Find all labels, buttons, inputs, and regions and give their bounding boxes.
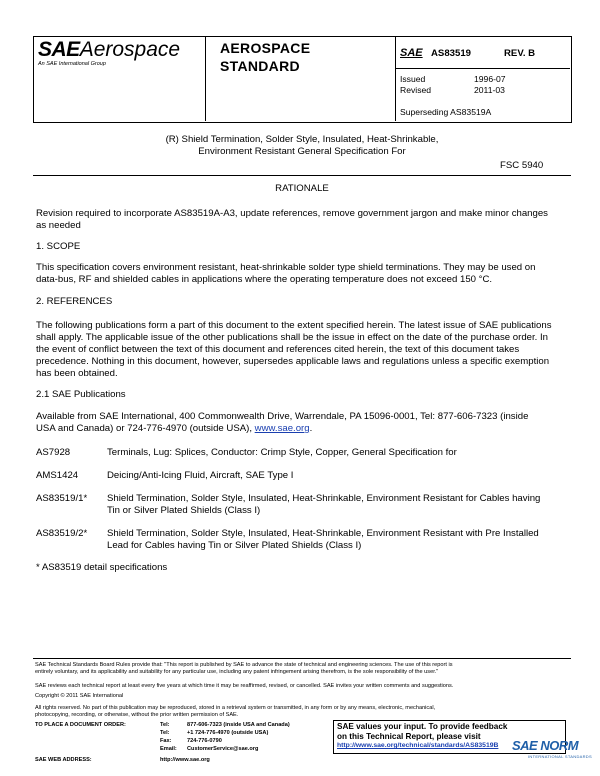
sae-aerospace-logo [38, 38, 180, 62]
scope-text-2: data-bus, RF and shielded cables in applications where the operating temperature does not exceed 150 °C. [36, 274, 493, 285]
rights-line-1: All rights reserved. No part of this publication may be reproduced, stored in a retrieval system or transmitted, in any form or by any means, electronic, mechanical, [35, 705, 436, 711]
header-divider-h [395, 68, 570, 69]
issued-label: Issued [400, 74, 426, 84]
references-line-3: the event of conflict between the text of this document and references cited herein, the text of this document takes [36, 344, 520, 355]
doc-number: AS83519 [431, 48, 472, 59]
references-line-4: precedence. Nothing in this document, however, supersedes applicable laws and regulations unless a specific exemption [36, 356, 550, 367]
ref-code-as83519-1: AS83519/1* [36, 493, 88, 504]
web-label: SAE WEB ADDRESS: [35, 757, 92, 763]
logo-sae: SAE [38, 38, 80, 61]
references-line-5: has been obtained. [36, 368, 118, 379]
review-notice: SAE reviews each technical report at least every five years at which time it may be reaffirmed, revised, or cancelled. SAE invites your written comments and suggestions. [35, 683, 454, 689]
superseding: Superseding AS83519A [400, 107, 492, 117]
ref-desc-as83519-1-line-2: Tin or Silver Plated Shields (Class I) [107, 505, 261, 516]
scope-heading: 1. SCOPE [36, 241, 81, 252]
ref-desc-ams1424: Deicing/Anti-Icing Fluid, Aircraft, SAE Type I [107, 470, 294, 481]
availability-line-1: Available from SAE International, 400 Commonwealth Drive, Warrendale, PA 15096-0001, Tel: 877-606-7323 (inside [36, 411, 529, 422]
tel2-label: Tel: [160, 730, 170, 736]
feedback-link[interactable]: http://www.sae.org/technical/standards/AS83519B [337, 742, 499, 749]
rights-line-2: photocopying, recording, or otherwise, without the prior written permission of SAE. [35, 712, 239, 718]
email-value[interactable]: CustomerService@sae.org [187, 746, 259, 752]
sae-mark: SAE [400, 47, 423, 59]
revision: REV. B [504, 48, 536, 59]
watermark-logo: SAE NORM [512, 738, 579, 753]
logo-aerospace: Aerospace [79, 38, 181, 61]
ref-desc-as83519-1-line-1: Shield Termination, Solder Style, Insulated, Heat-Shrinkable, Environment Resistant for Cables having [107, 493, 541, 504]
references-line-1: The following publications form a part of this document to the extent specified herein. The latest issue of SAE publications [36, 320, 552, 331]
fax-value: 724-776-0790 [187, 738, 222, 744]
issued-value: 1996-07 [474, 74, 506, 84]
revised-value: 2011-03 [474, 85, 505, 95]
availability-end: . [309, 423, 313, 434]
ref-desc-as83519-2-line-2: Lead for Cables having Tin or Silver Plated Shields (Class I) [107, 540, 362, 551]
header-divider-2 [395, 36, 396, 121]
sae-website-link[interactable]: www.sae.org [254, 423, 310, 434]
title-line-2: Environment Resistant General Specification For [198, 146, 406, 157]
fsc-code: FSC 5940 [500, 160, 544, 171]
board-rules-line-2: entirely voluntary, and its applicability and suitability for any particular use, including any patent infringement arising therefrom, is the sole responsibility of the user." [35, 669, 439, 675]
ref-code-ams1424: AMS1424 [36, 470, 79, 481]
standard-title-2: STANDARD [220, 58, 300, 74]
title-block-bottom [33, 175, 571, 176]
availability-line-2 [36, 423, 566, 435]
footer-rule [33, 658, 571, 659]
revised-label: Revised [400, 85, 432, 95]
scope-text-1: This specification covers environment resistant, heat-shrinkable solder type shield terminations. They may be used on [36, 262, 536, 273]
feedback-line-1: SAE values your input. To provide feedback [337, 722, 508, 731]
watermark-subtext: INTERNATIONAL STANDARDS [528, 754, 592, 759]
header-divider-1 [205, 36, 206, 121]
tel-label: Tel: [160, 722, 170, 728]
feedback-line-2: on this Technical Report, please visit [337, 732, 481, 741]
ref-desc-as83519-2-line-1: Shield Termination, Solder Style, Insulated, Heat-Shrinkable, Environment Resistant with Pre Installed [107, 528, 539, 539]
rationale-text-1: Revision required to incorporate AS83519A-A3, update references, remove government jargon and make minor changes [36, 208, 548, 219]
references-heading: 2. REFERENCES [36, 296, 113, 307]
detail-spec-footnote: * AS83519 detail specifications [36, 562, 168, 573]
rationale-text-2: as needed [36, 220, 81, 231]
sae-publications-heading: 2.1 SAE Publications [36, 389, 126, 400]
logo-subline: An SAE International Group [38, 61, 106, 67]
ref-code-as83519-2: AS83519/2* [36, 528, 88, 539]
availability-text: USA and Canada) or 724-776-4970 (outside USA), [36, 423, 255, 434]
references-line-2: shall apply. The applicable issue of the other publications shall be the issue in effect on the date of the purchase order. In [36, 332, 548, 343]
standard-title-1: AEROSPACE [220, 40, 311, 56]
tel2-value: +1 724-776-4970 (outside USA) [187, 730, 269, 736]
fax-label: Fax: [160, 738, 172, 744]
title-line-1: (R) Shield Termination, Solder Style, Insulated, Heat-Shrinkable, [165, 134, 439, 145]
order-label: TO PLACE A DOCUMENT ORDER: [35, 722, 126, 728]
web-value[interactable]: http://www.sae.org [160, 757, 210, 763]
tel-value: 877-606-7323 (inside USA and Canada) [187, 722, 290, 728]
rationale-heading: RATIONALE [275, 183, 329, 194]
ref-desc-as7928: Terminals, Lug: Splices, Conductor: Crimp Style, Copper, General Specification for [107, 447, 457, 458]
copyright: Copyright © 2011 SAE International [35, 693, 124, 699]
ref-code-as7928: AS7928 [36, 447, 71, 458]
email-label: Email: [160, 746, 177, 752]
board-rules-line-1: SAE Technical Standards Board Rules provide that: "This report is published by SAE to advance the state of technical and engineering sciences. The use of this report is [35, 662, 453, 668]
